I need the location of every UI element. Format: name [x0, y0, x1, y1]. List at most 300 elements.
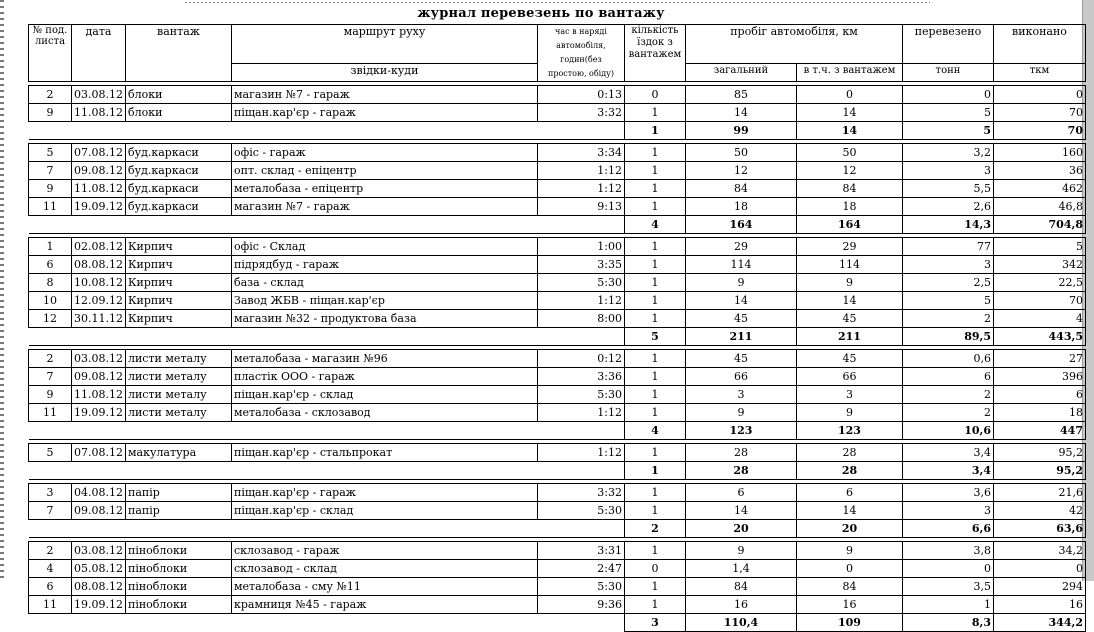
sheet-no-cell: 6: [29, 256, 72, 274]
date-cell: 04.08.12: [72, 484, 126, 502]
route-cell: склозавод - гараж: [231, 542, 537, 560]
mileage-total-cell: 45: [685, 350, 796, 368]
mileage-total-cell: 18: [685, 198, 796, 216]
trips-cell: 1: [624, 256, 685, 274]
mileage-loaded-cell: 14: [796, 502, 902, 520]
header-trips: кількість їздок з вантажем: [624, 25, 685, 82]
header-time: час в наряді автомобіля, годин(без простою, обіду): [537, 25, 624, 82]
mileage-loaded-cell: 18: [796, 198, 902, 216]
time-cell: 1:12: [537, 444, 624, 462]
time-cell: 3:34: [537, 144, 624, 162]
trips-cell: 1: [624, 444, 685, 462]
mileage-total-cell: 12: [685, 162, 796, 180]
subtotal-tons: 6,6: [902, 520, 993, 538]
date-cell: 05.08.12: [72, 560, 126, 578]
table-row: [29, 560, 1086, 578]
trips-cell: 1: [624, 104, 685, 122]
table-row: [29, 180, 1086, 198]
route-cell: Завод ЖБВ - піщан.кар'єр: [231, 292, 537, 310]
tons-cell: 5: [902, 292, 993, 310]
route-cell: база - склад: [231, 274, 537, 292]
transport-journal-table: [28, 24, 1086, 632]
time-cell: 3:36: [537, 368, 624, 386]
time-cell: 1:12: [537, 404, 624, 422]
subtotal-mileage-loaded: 211: [796, 328, 902, 346]
tons-cell: 1: [902, 596, 993, 614]
subtotal-row: [29, 122, 1086, 140]
trips-cell: 1: [624, 198, 685, 216]
cargo-cell: піноблоки: [125, 560, 231, 578]
time-cell: 9:36: [537, 596, 624, 614]
route-cell: металобаза - епіцентр: [231, 180, 537, 198]
mileage-total-cell: 1,4: [685, 560, 796, 578]
table-row: [29, 542, 1086, 560]
subtotal-mileage-total: 99: [685, 122, 796, 140]
time-cell: 3:32: [537, 484, 624, 502]
trips-cell: 0: [624, 86, 685, 104]
trips-cell: 1: [624, 144, 685, 162]
route-cell: підрядбуд - гараж: [231, 256, 537, 274]
table-row: [29, 368, 1086, 386]
date-cell: 02.08.12: [72, 238, 126, 256]
mileage-loaded-cell: 3: [796, 386, 902, 404]
tkm-cell: 0: [993, 560, 1085, 578]
time-cell: 2:47: [537, 560, 624, 578]
table-row: [29, 104, 1086, 122]
time-cell: 3:32: [537, 104, 624, 122]
tons-cell: 3: [902, 162, 993, 180]
header-mileage-total: загальний: [685, 64, 796, 82]
table-row: [29, 578, 1086, 596]
tons-cell: 0,6: [902, 350, 993, 368]
sheet-no-cell: 8: [29, 274, 72, 292]
trips-cell: 1: [624, 274, 685, 292]
subtotal-tons: 5: [902, 122, 993, 140]
mileage-total-cell: 6: [685, 484, 796, 502]
tkm-cell: 294: [993, 578, 1085, 596]
mileage-loaded-cell: 66: [796, 368, 902, 386]
mileage-total-cell: 114: [685, 256, 796, 274]
mileage-loaded-cell: 45: [796, 310, 902, 328]
tkm-cell: 70: [993, 292, 1085, 310]
route-cell: офіс - Склад: [231, 238, 537, 256]
subtotal-row: [29, 422, 1086, 440]
tkm-cell: 95,2: [993, 444, 1085, 462]
subtotal-tkm: 63,6: [993, 520, 1085, 538]
date-cell: 09.08.12: [72, 502, 126, 520]
time-cell: 5:30: [537, 386, 624, 404]
cargo-cell: піноблоки: [125, 596, 231, 614]
table-row: [29, 350, 1086, 368]
tons-cell: 2,6: [902, 198, 993, 216]
route-cell: магазин №7 - гараж: [231, 86, 537, 104]
tons-cell: 3,5: [902, 578, 993, 596]
mileage-total-cell: 14: [685, 502, 796, 520]
table-row: [29, 86, 1086, 104]
date-cell: 03.08.12: [72, 542, 126, 560]
subtotal-mileage-total: 20: [685, 520, 796, 538]
trips-cell: 1: [624, 484, 685, 502]
sheet-no-cell: 4: [29, 560, 72, 578]
subtotal-trips: 5: [624, 328, 685, 346]
table-row: [29, 162, 1086, 180]
page-border-top: [185, 2, 930, 3]
cargo-cell: макулатура: [125, 444, 231, 462]
tons-cell: 3,4: [902, 444, 993, 462]
page-border-left: [0, 0, 4, 581]
date-cell: 11.08.12: [72, 180, 126, 198]
subtotal-mileage-total: 211: [685, 328, 796, 346]
tkm-cell: 21,6: [993, 484, 1085, 502]
header-transported-unit: тонн: [902, 64, 993, 82]
date-cell: 09.08.12: [72, 368, 126, 386]
subtotal-row: [29, 216, 1086, 234]
tons-cell: 2,5: [902, 274, 993, 292]
tkm-cell: 36: [993, 162, 1085, 180]
route-cell: піщан.кар'єр - гараж: [231, 104, 537, 122]
tkm-cell: 5: [993, 238, 1085, 256]
sheet-no-cell: 2: [29, 86, 72, 104]
subtotal-mileage-loaded: 28: [796, 462, 902, 480]
date-cell: 30.11.12: [72, 310, 126, 328]
subtotal-tons: 89,5: [902, 328, 993, 346]
tkm-cell: 34,2: [993, 542, 1085, 560]
tons-cell: 3,8: [902, 542, 993, 560]
tkm-cell: 6: [993, 386, 1085, 404]
trips-cell: 0: [624, 560, 685, 578]
time-cell: 1:12: [537, 180, 624, 198]
tkm-cell: 42: [993, 502, 1085, 520]
trips-cell: 1: [624, 350, 685, 368]
mileage-total-cell: 14: [685, 104, 796, 122]
mileage-loaded-cell: 14: [796, 292, 902, 310]
mileage-total-cell: 14: [685, 292, 796, 310]
route-cell: металобаза - магазин №96: [231, 350, 537, 368]
date-cell: 19.09.12: [72, 404, 126, 422]
subtotal-tkm: 95,2: [993, 462, 1085, 480]
subtotal-trips: 4: [624, 216, 685, 234]
table-row: [29, 444, 1086, 462]
tkm-cell: 16: [993, 596, 1085, 614]
time-cell: 0:13: [537, 86, 624, 104]
sheet-no-cell: 5: [29, 444, 72, 462]
mileage-loaded-cell: 16: [796, 596, 902, 614]
subtotal-mileage-loaded: 123: [796, 422, 902, 440]
time-cell: 5:30: [537, 502, 624, 520]
trips-cell: 1: [624, 578, 685, 596]
table-row: [29, 198, 1086, 216]
mileage-loaded-cell: 9: [796, 274, 902, 292]
sheet-no-cell: 11: [29, 198, 72, 216]
subtotal-tkm: 443,5: [993, 328, 1085, 346]
table-row: [29, 386, 1086, 404]
sheet-no-cell: 11: [29, 596, 72, 614]
cargo-cell: піноблоки: [125, 542, 231, 560]
subtotal-tons: 10,6: [902, 422, 993, 440]
route-cell: металобаза - склозавод: [231, 404, 537, 422]
mileage-total-cell: 16: [685, 596, 796, 614]
header-sheet-no: № под. листа: [29, 25, 72, 82]
mileage-loaded-cell: 114: [796, 256, 902, 274]
route-cell: піщан.кар'єр - склад: [231, 386, 537, 404]
trips-cell: 1: [624, 292, 685, 310]
time-cell: 1:00: [537, 238, 624, 256]
tons-cell: 2: [902, 386, 993, 404]
cargo-cell: Кирпич: [125, 238, 231, 256]
table-row: [29, 596, 1086, 614]
table-row: [29, 484, 1086, 502]
table-row: [29, 274, 1086, 292]
route-cell: склозавод - склад: [231, 560, 537, 578]
subtotal-tkm: 447: [993, 422, 1085, 440]
mileage-total-cell: 9: [685, 542, 796, 560]
mileage-loaded-cell: 84: [796, 578, 902, 596]
cargo-cell: Кирпич: [125, 274, 231, 292]
cargo-cell: листи металу: [125, 350, 231, 368]
cargo-cell: блоки: [125, 86, 231, 104]
table-row: [29, 310, 1086, 328]
sheet-no-cell: 7: [29, 368, 72, 386]
mileage-loaded-cell: 0: [796, 560, 902, 578]
tons-cell: 5: [902, 104, 993, 122]
subtotal-row: [29, 462, 1086, 480]
sheet-no-cell: 3: [29, 484, 72, 502]
cargo-cell: Кирпич: [125, 256, 231, 274]
header-done: виконано: [993, 25, 1085, 64]
tons-cell: 0: [902, 560, 993, 578]
mileage-total-cell: 50: [685, 144, 796, 162]
sheet-no-cell: 1: [29, 238, 72, 256]
tkm-cell: 342: [993, 256, 1085, 274]
tkm-cell: 4: [993, 310, 1085, 328]
date-cell: 03.08.12: [72, 86, 126, 104]
mileage-total-cell: 29: [685, 238, 796, 256]
sheet-no-cell: 5: [29, 144, 72, 162]
date-cell: 19.09.12: [72, 198, 126, 216]
tons-cell: 3: [902, 256, 993, 274]
subtotal-tkm: 344,2: [993, 614, 1085, 632]
date-cell: 07.08.12: [72, 144, 126, 162]
tons-cell: 5,5: [902, 180, 993, 198]
date-cell: 09.08.12: [72, 162, 126, 180]
trips-cell: 1: [624, 180, 685, 198]
time-cell: 8:00: [537, 310, 624, 328]
table-row: [29, 238, 1086, 256]
tkm-cell: 27: [993, 350, 1085, 368]
time-cell: 3:31: [537, 542, 624, 560]
subtotal-trips: 1: [624, 122, 685, 140]
subtotal-mileage-loaded: 14: [796, 122, 902, 140]
subtotal-blank: [29, 614, 625, 632]
date-cell: 19.09.12: [72, 596, 126, 614]
tkm-cell: 396: [993, 368, 1085, 386]
subtotal-mileage-loaded: 20: [796, 520, 902, 538]
subtotal-mileage-total: 123: [685, 422, 796, 440]
header-mileage-loaded: в т.ч. з вантажем: [796, 64, 902, 82]
cargo-cell: буд.каркаси: [125, 180, 231, 198]
header-route-sub: звідки-куди: [231, 64, 537, 82]
cargo-cell: Кирпич: [125, 292, 231, 310]
time-cell: 1:12: [537, 162, 624, 180]
subtotal-row: [29, 328, 1086, 346]
subtotal-trips: 4: [624, 422, 685, 440]
mileage-loaded-cell: 9: [796, 404, 902, 422]
mileage-loaded-cell: 50: [796, 144, 902, 162]
sheet-no-cell: 12: [29, 310, 72, 328]
time-cell: 3:35: [537, 256, 624, 274]
sheet-no-cell: 9: [29, 386, 72, 404]
trips-cell: 1: [624, 162, 685, 180]
time-cell: 5:30: [537, 274, 624, 292]
mileage-loaded-cell: 28: [796, 444, 902, 462]
header-done-unit: ткм: [993, 64, 1085, 82]
cargo-cell: листи металу: [125, 386, 231, 404]
cargo-cell: папір: [125, 484, 231, 502]
date-cell: 11.08.12: [72, 104, 126, 122]
tons-cell: 77: [902, 238, 993, 256]
subtotal-blank: [29, 422, 625, 440]
tons-cell: 6: [902, 368, 993, 386]
route-cell: металобаза - сму №11: [231, 578, 537, 596]
subtotal-tons: 8,3: [902, 614, 993, 632]
mileage-total-cell: 45: [685, 310, 796, 328]
tkm-cell: 160: [993, 144, 1085, 162]
sheet-no-cell: 7: [29, 502, 72, 520]
sheet-no-cell: 11: [29, 404, 72, 422]
table-row: [29, 292, 1086, 310]
sheet-no-cell: 2: [29, 542, 72, 560]
cargo-cell: листи металу: [125, 404, 231, 422]
tkm-cell: 22,5: [993, 274, 1085, 292]
trips-cell: 1: [624, 238, 685, 256]
subtotal-mileage-loaded: 109: [796, 614, 902, 632]
table-row: [29, 404, 1086, 422]
route-cell: магазин №7 - гараж: [231, 198, 537, 216]
subtotal-row: [29, 614, 1086, 632]
subtotal-tons: 14,3: [902, 216, 993, 234]
trips-cell: 1: [624, 368, 685, 386]
trips-cell: 1: [624, 596, 685, 614]
table-row: [29, 502, 1086, 520]
route-cell: піщан.кар'єр - стальпрокат: [231, 444, 537, 462]
sheet-no-cell: 6: [29, 578, 72, 596]
route-cell: піщан.кар'єр - гараж: [231, 484, 537, 502]
subtotal-mileage-total: 28: [685, 462, 796, 480]
route-cell: пластік ООО - гараж: [231, 368, 537, 386]
mileage-loaded-cell: 0: [796, 86, 902, 104]
date-cell: 10.08.12: [72, 274, 126, 292]
mileage-total-cell: 84: [685, 578, 796, 596]
header-cargo: вантаж: [125, 25, 231, 82]
cargo-cell: буд.каркаси: [125, 162, 231, 180]
time-cell: 9:13: [537, 198, 624, 216]
header-transported: перевезено: [902, 25, 993, 64]
subtotal-blank: [29, 122, 625, 140]
mileage-loaded-cell: 9: [796, 542, 902, 560]
cargo-cell: папір: [125, 502, 231, 520]
time-cell: 1:12: [537, 292, 624, 310]
header-mileage: пробіг автомобіля, км: [685, 25, 902, 64]
cargo-cell: буд.каркаси: [125, 198, 231, 216]
mileage-loaded-cell: 84: [796, 180, 902, 198]
subtotal-tkm: 70: [993, 122, 1085, 140]
subtotal-trips: 3: [624, 614, 685, 632]
mileage-loaded-cell: 6: [796, 484, 902, 502]
mileage-total-cell: 66: [685, 368, 796, 386]
table-row: [29, 144, 1086, 162]
route-cell: опт. склад - епіцентр: [231, 162, 537, 180]
route-cell: офіс - гараж: [231, 144, 537, 162]
report-title: журнал перевезень по вантажу: [417, 6, 665, 21]
mileage-total-cell: 9: [685, 404, 796, 422]
subtotal-mileage-total: 164: [685, 216, 796, 234]
date-cell: 12.09.12: [72, 292, 126, 310]
date-cell: 07.08.12: [72, 444, 126, 462]
mileage-total-cell: 84: [685, 180, 796, 198]
tons-cell: 2: [902, 310, 993, 328]
cargo-cell: листи металу: [125, 368, 231, 386]
subtotal-tons: 3,4: [902, 462, 993, 480]
subtotal-row: [29, 520, 1086, 538]
route-cell: магазин №32 - продуктова база: [231, 310, 537, 328]
subtotal-blank: [29, 216, 625, 234]
sheet-no-cell: 7: [29, 162, 72, 180]
date-cell: 11.08.12: [72, 386, 126, 404]
route-cell: піщан.кар'єр - склад: [231, 502, 537, 520]
tons-cell: 3: [902, 502, 993, 520]
tkm-cell: 70: [993, 104, 1085, 122]
time-cell: 0:12: [537, 350, 624, 368]
time-cell: 5:30: [537, 578, 624, 596]
tons-cell: 0: [902, 86, 993, 104]
subtotal-blank: [29, 520, 625, 538]
mileage-loaded-cell: 12: [796, 162, 902, 180]
mileage-total-cell: 9: [685, 274, 796, 292]
subtotal-blank: [29, 328, 625, 346]
tkm-cell: 18: [993, 404, 1085, 422]
trips-cell: 1: [624, 502, 685, 520]
subtotal-mileage-total: 110,4: [685, 614, 796, 632]
subtotal-trips: 1: [624, 462, 685, 480]
cargo-cell: Кирпич: [125, 310, 231, 328]
tons-cell: 2: [902, 404, 993, 422]
header-route: маршрут руху: [231, 25, 537, 64]
sheet-no-cell: 9: [29, 180, 72, 198]
trips-cell: 1: [624, 542, 685, 560]
mileage-loaded-cell: 45: [796, 350, 902, 368]
date-cell: 08.08.12: [72, 578, 126, 596]
subtotal-trips: 2: [624, 520, 685, 538]
tkm-cell: 462: [993, 180, 1085, 198]
mileage-total-cell: 3: [685, 386, 796, 404]
mileage-total-cell: 28: [685, 444, 796, 462]
cargo-cell: піноблоки: [125, 578, 231, 596]
trips-cell: 1: [624, 404, 685, 422]
tons-cell: 3,2: [902, 144, 993, 162]
mileage-loaded-cell: 14: [796, 104, 902, 122]
subtotal-tkm: 704,8: [993, 216, 1085, 234]
date-cell: 03.08.12: [72, 350, 126, 368]
trips-cell: 1: [624, 386, 685, 404]
cargo-cell: блоки: [125, 104, 231, 122]
header-date: дата: [72, 25, 126, 82]
cargo-cell: буд.каркаси: [125, 144, 231, 162]
subtotal-mileage-loaded: 164: [796, 216, 902, 234]
sheet-no-cell: 2: [29, 350, 72, 368]
date-cell: 08.08.12: [72, 256, 126, 274]
sheet-no-cell: 9: [29, 104, 72, 122]
table-body: [29, 25, 1086, 632]
